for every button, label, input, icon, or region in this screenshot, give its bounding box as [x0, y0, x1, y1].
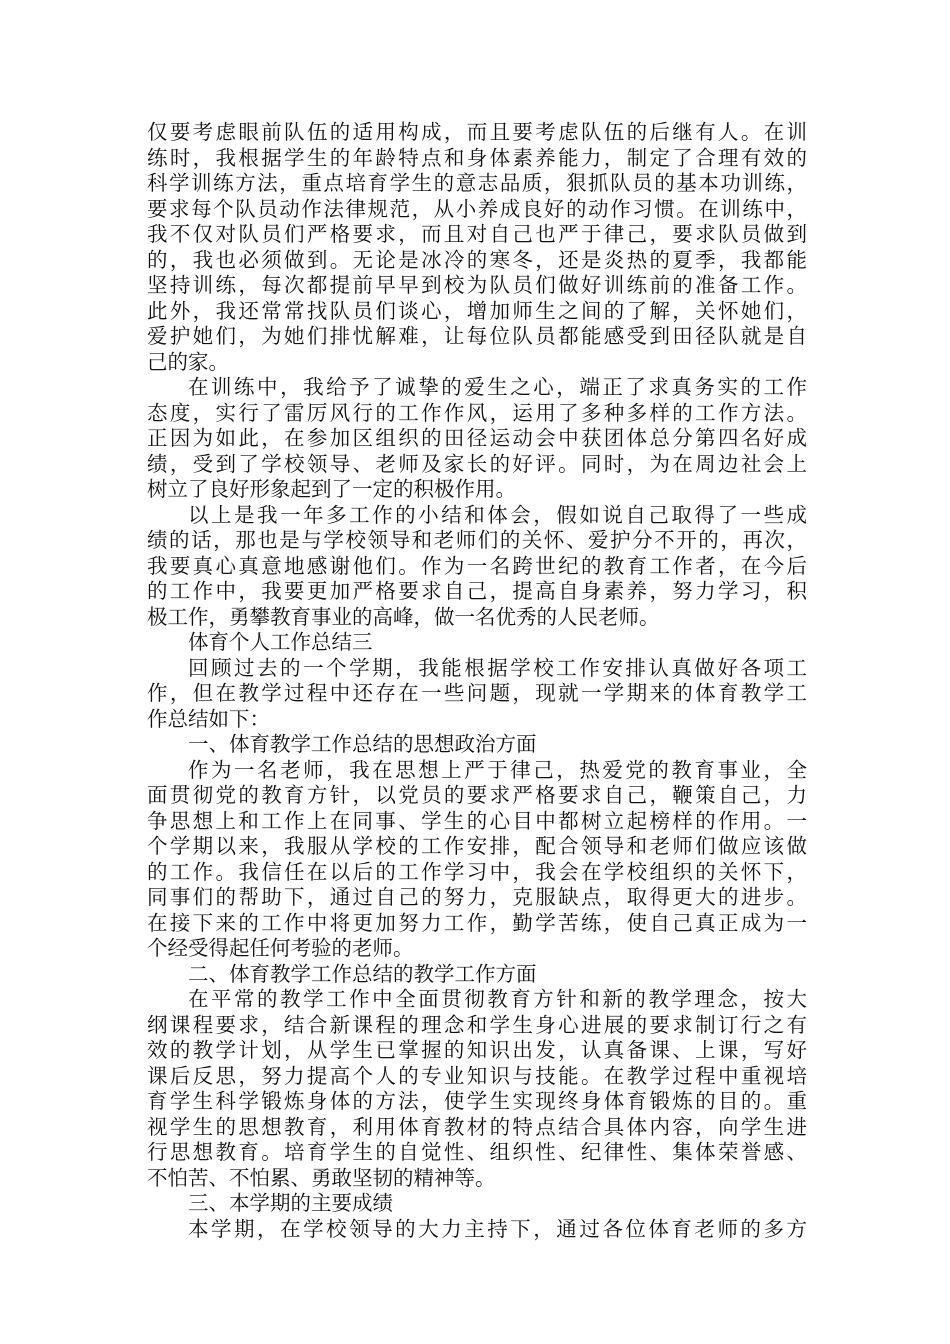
text-line: 不怕苦、不怕累、勇敢坚韧的精神等。: [147, 1165, 496, 1190]
text-line: 视学生的思想教育，利用体育教材的特点结合具体内容，向学生进: [147, 1114, 807, 1139]
text-line: 育学生科学锻炼身体的方法，使学生实现终身体育锻炼的目的。重: [147, 1089, 807, 1113]
text-line: 同事们的帮助下，通过自己的努力，克服缺点，取得更大的进步。: [147, 885, 807, 909]
document-page: [147, 120, 807, 1242]
section-heading: 体育个人工作总结三: [188, 630, 373, 654]
text-line: 的工作中，我要更加严格要求自己，提高自身素养，努力学习，积: [147, 579, 807, 603]
text-line: 练时，我根据学生的年龄特点和身体素养能力，制定了合理有效的: [147, 145, 807, 170]
text-line: 课后反思，努力提高个人的专业知识与技能。在教学过程中重视培: [147, 1063, 807, 1088]
text-line: 要求每个队员动作法律规范，从小养成良好的动作习惯。在训练中，: [147, 196, 807, 221]
text-line: 态度，实行了雷厉风行的工作作风，运用了多种多样的工作方法。: [147, 400, 807, 425]
text-line: 仅要考虑眼前队伍的适用构成，而且要考虑队伍的后继有人。在训: [147, 120, 807, 144]
text-line: 的工作。我信任在以后的工作学习中，我会在学校组织的关怀下，: [147, 859, 807, 884]
text-line: 己的家。: [147, 349, 229, 374]
paragraph-first-line: 以上是我一年多工作的小结和体会，假如说自己取得了一些成: [188, 502, 807, 527]
text-line: 面贯彻党的教育方针，以党员的要求严格要求自己，鞭策自己，力: [147, 783, 807, 807]
section-heading: 二、体育教学工作总结的教学工作方面: [188, 961, 537, 986]
section-heading: 一、体育教学工作总结的思想政治方面: [188, 732, 537, 756]
text-line: 纲课程要求，结合新课程的理念和学生身心进展的要求制订行之有: [147, 1012, 807, 1037]
paragraph-first-line: 在训练中，我给予了诚挚的爱生之心，端正了求真务实的工作: [188, 375, 807, 399]
paragraph-first-line: 本学期，在学校领导的大力主持下，通过各位体育老师的多方: [188, 1216, 807, 1241]
text-line: 极工作，勇攀教育事业的高峰，做一名优秀的人民老师。: [147, 604, 660, 629]
text-line: 此外，我还常常找队员们谈心，增加师生之间的了解，关怀她们，: [147, 298, 807, 323]
text-line: 科学训练方法，重点培育学生的意志品质，狠抓队员的基本功训练，: [147, 171, 807, 195]
text-line: 树立了良好形象起到了一定的积极作用。: [147, 477, 516, 501]
text-line: 的，我也必须做到。无论是冰冷的寒冬，还是炎热的夏季，我都能: [147, 247, 807, 272]
section-heading: 三、本学期的主要成绩: [188, 1191, 393, 1215]
text-line: 绩的话，那也是与学校领导和老师们的关怀、爱护分不开的，再次，: [147, 528, 807, 552]
text-line: 坚持训练，每次都提前早早到校为队员们做好训练前的准备工作。: [147, 273, 807, 297]
paragraph-first-line: 回顾过去的一个学期，我能根据学校工作安排认真做好各项工: [188, 655, 807, 680]
paragraph-first-line: 在平常的教学工作中全面贯彻教育方针和新的教学理念，按大: [188, 987, 807, 1011]
text-line: 绩，受到了学校领导、老师及家长的好评。同时，为在周边社会上: [147, 451, 807, 476]
text-line: 我要真心真意地感谢他们。作为一名跨世纪的教育工作者，在今后: [147, 553, 807, 578]
text-line: 正因为如此，在参加区组织的田径运动会中获团体总分第四名好成: [147, 426, 807, 450]
text-line: 个学期以来，我服从学校的工作安排，配合领导和老师们做应该做: [147, 834, 807, 858]
text-line: 在接下来的工作中将更加努力工作，勤学苦练，使自己真正成为一: [147, 910, 807, 935]
text-line: 作总结如下：: [147, 706, 270, 731]
text-line: 作，但在教学过程中还存在一些问题，现就一学期来的体育教学工: [147, 681, 807, 705]
paragraph-first-line: 作为一名老师，我在思想上严于律己，热爱党的教育事业，全: [188, 757, 807, 782]
text-line: 爱护她们，为她们排忧解难，让每位队员都能感受到田径队就是自: [147, 324, 807, 348]
text-line: 个经受得起任何考验的老师。: [147, 936, 414, 960]
text-line: 我不仅对队员们严格要求，而且对自己也严于律己，要求队员做到: [147, 222, 807, 246]
text-line: 争思想上和工作上在同事、学生的心目中都树立起榜样的作用。一: [147, 808, 807, 833]
text-line: 行思想教育。培育学生的自觉性、组织性、纪律性、集体荣誉感、: [147, 1140, 807, 1164]
text-line: 效的教学计划，从学生已掌握的知识出发，认真备课、上课，写好: [147, 1038, 807, 1062]
